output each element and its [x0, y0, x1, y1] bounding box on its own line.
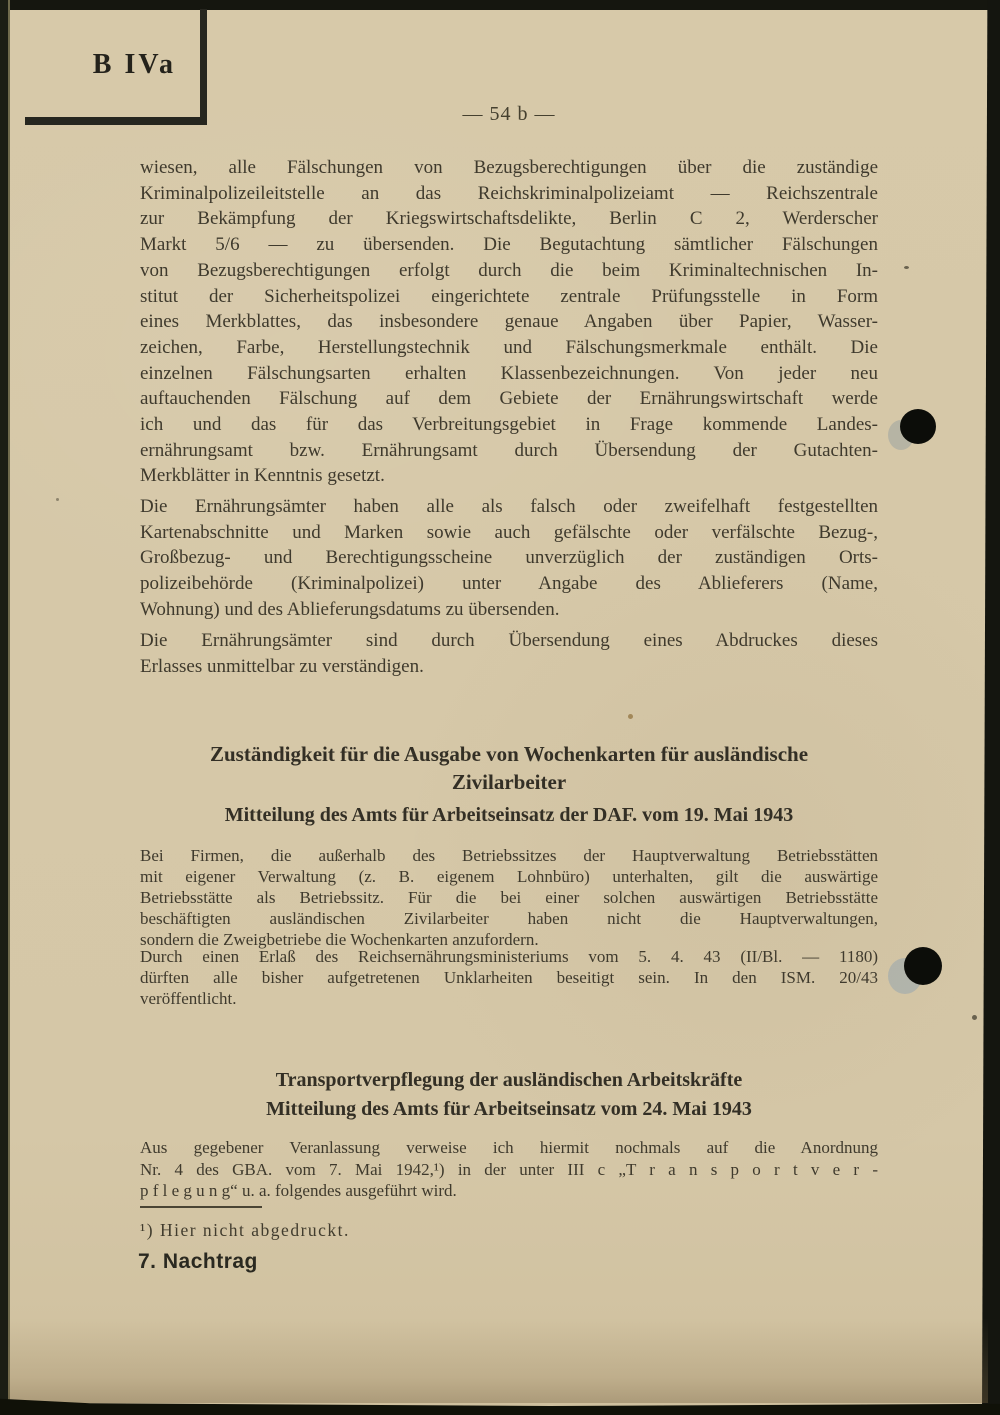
- text-line: Zuständigkeit für die Ausgabe von Wochenkarten für ausländische: [209, 742, 809, 766]
- paper-speck: [628, 714, 633, 719]
- punch-hole-top: [900, 409, 936, 444]
- text-line: Erlasses unmittelbar zu verständigen.: [140, 655, 424, 677]
- supplement-footer-label: 7. Nachtrag: [138, 1250, 258, 1273]
- text-line: Kartenabschnitte und Marken sowie auch gefälschte oder verfälschte Bezug-,: [140, 521, 878, 543]
- text-line: p f l e g u n g“ u. a. folgendes ausgeführt wird.: [140, 1181, 457, 1200]
- text-line: sondern die Zweigbetriebe die Wochenkarten anzufordern.: [140, 930, 539, 949]
- text-line: Kriminalpolizeileitstelle an das Reichskriminalpolizeiamt — Reichszentrale: [140, 182, 878, 204]
- notice1-subheading: Mitteilung des Amts für Arbeitseinsatz der DAF. vom 19. Mai 1943: [224, 804, 794, 826]
- text-line: veröffentlicht.: [140, 989, 237, 1008]
- paragraph-continuation: [140, 155, 878, 489]
- register-label: B IVa: [92, 49, 176, 80]
- text-line: Merkblätter in Kenntnis gesetzt.: [140, 465, 385, 487]
- notice1-paragraph-firmen: [140, 845, 878, 950]
- paragraph-ernaehrungsaemter-abdruck: [140, 628, 878, 679]
- text-line: einzelnen Fälschungsarten erhalten Klassenbezeichnungen. Von jeder neu: [140, 362, 878, 384]
- text-line: wiesen, alle Fälschungen von Bezugsberechtigungen über die zuständige: [140, 157, 878, 178]
- paragraph-ernaehrungsaemter-falsch: [140, 494, 878, 623]
- page-number: — 54 b —: [462, 103, 556, 125]
- text-line: dürften alle bisher aufgetretenen Unklarheiten beseitigt sein. In den ISM. 20/43: [140, 968, 878, 987]
- notice1-paragraph-erlass: [140, 946, 878, 1009]
- footnote-rule: [140, 1206, 262, 1208]
- scan-edge-right: [982, 0, 1000, 1415]
- paper-speck: [56, 498, 59, 501]
- text-line: Wohnung) und des Ablieferungsdatums zu übersenden.: [140, 598, 560, 620]
- punch-hole-bottom: [904, 947, 942, 985]
- paper-bottom-shading: [8, 1318, 988, 1403]
- text-line: von Bezugsberechtigungen erfolgt durch die beim Kriminaltechnischen In-: [140, 259, 878, 281]
- text-line: beschäftigten ausländischen Zivilarbeiter haben nicht die Hauptverwaltungen,: [140, 909, 878, 928]
- text-line: zur Bekämpfung der Kriegswirtschaftsdelikte, Berlin C 2, Werderscher: [140, 208, 878, 230]
- text-line: eines Merkblattes, das insbesondere genaue Angaben über Papier, Wasser-: [140, 311, 878, 333]
- text-line: ich und das für das Verbreitungsgebiet in Frage kommende Landes-: [140, 414, 878, 436]
- notice2-heading: Transportverpflegung der ausländischen Arbeitskräfte: [275, 1069, 743, 1091]
- paper-speck: [972, 1015, 977, 1020]
- text-line: Zivilarbeiter: [451, 770, 567, 794]
- text-line: Bei Firmen, die außerhalb des Betriebssitzes der Hauptverwaltung Betriebsstätten: [140, 846, 878, 865]
- text-line: ernährungsamt bzw. Ernährungsamt durch Übersendung der Gutachten-: [140, 439, 878, 461]
- text-line: stitut der Sicherheitspolizei eingerichtete zentrale Prüfungsstelle in Form: [140, 285, 878, 307]
- paper-speck: [904, 266, 909, 269]
- text-line: Betriebsstätte als Betriebssitz. Für die bei einer solchen auswärtigen Betriebsstätte: [140, 888, 878, 907]
- notice2-paragraph-anordnung: [140, 1137, 878, 1202]
- text-line: Die Ernährungsämter sind durch Übersendung eines Abdruckes dieses: [140, 630, 878, 651]
- text-line: zeichen, Farbe, Herstellungstechnik und Fälschungsmerkmale enthält. Die: [140, 336, 878, 358]
- text-line: Durch einen Erlaß des Reichsernährungsministeriums vom 5. 4. 43 (II/Bl. — 1180): [140, 947, 878, 966]
- text-line: Nr. 4 des GBA. vom 7. Mai 1942,¹) in der unter III c „T r a n s p o r t v e r -: [140, 1159, 878, 1179]
- text-line: auftauchenden Fälschung auf dem Gebiete der Ernährungswirtschaft werde: [140, 388, 878, 410]
- scan-edge-left: [0, 0, 10, 1415]
- text-line: Großbezug- und Berechtigungsscheine unverzüglich der zuständigen Orts-: [140, 547, 878, 569]
- text-line: Markt 5/6 — zu übersenden. Die Begutachtung sämtlicher Fälschungen: [140, 234, 878, 256]
- notice1-heading: [140, 740, 878, 796]
- text-line: polizeibehörde (Kriminalpolizei) unter Angabe des Ablieferers (Name,: [140, 573, 878, 595]
- notice2-subheading: Mitteilung des Amts für Arbeitseinsatz vom 24. Mai 1943: [266, 1098, 752, 1120]
- text-line: mit eigener Verwaltung (z. B. eigenem Lohnbüro) unterhalten, gilt die auswärtige: [140, 867, 878, 886]
- text-line: Die Ernährungsämter haben alle als falsch oder zweifelhaft festgestellten: [140, 496, 878, 517]
- text-line: Aus gegebener Veranlassung verweise ich hiermit nochmals auf die Anordnung: [140, 1138, 878, 1157]
- footnote-text: ¹) Hier nicht abgedruckt.: [140, 1220, 350, 1240]
